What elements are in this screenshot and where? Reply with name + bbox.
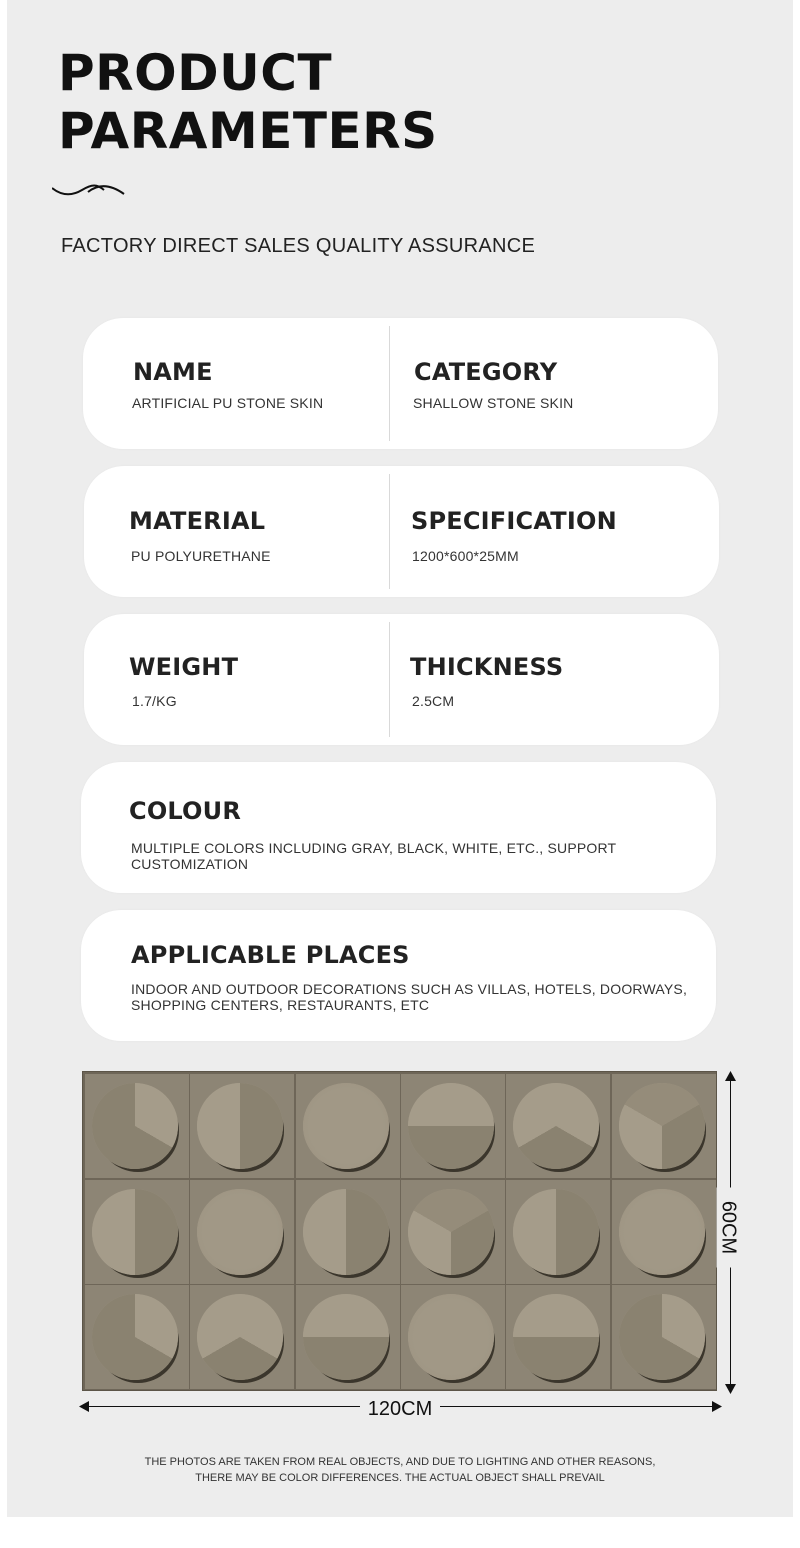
card-weight-thickness — [84, 614, 719, 745]
card-applicable-places — [81, 910, 716, 1041]
tile-disc — [197, 1294, 283, 1380]
disclaimer-line-1: THE PHOTOS ARE TAKEN FROM REAL OBJECTS, AND DUE TO LIGHTING AND OTHER REASONS, — [144, 1456, 656, 1468]
arrow-down-icon — [725, 1384, 736, 1394]
tile-facet — [619, 1294, 705, 1380]
arrow-left-icon — [79, 1401, 89, 1412]
card-colour — [81, 762, 716, 893]
wall-tile — [506, 1180, 610, 1284]
wall-tile — [190, 1285, 294, 1389]
applicable-places-value: INDOOR AND OUTDOOR DECORATIONS SUCH AS VILLAS, HOTELS, DOORWAYS, SHOPPING CENTERS, RESTAURANTS, ETC — [131, 981, 688, 1013]
applicable-places-label: APPLICABLE PLACES — [131, 941, 410, 969]
tile-disc — [303, 1189, 389, 1275]
tile-facet — [197, 1294, 283, 1380]
thickness-value: 2.5CM — [412, 693, 455, 709]
wall-tile — [85, 1180, 189, 1284]
weight-value: 1.7/KG — [132, 693, 177, 709]
tile-facet — [619, 1189, 705, 1275]
tile-facet — [513, 1083, 599, 1169]
card-material-specification — [84, 466, 719, 597]
tile-facet — [408, 1189, 494, 1275]
tile-disc — [197, 1189, 283, 1275]
tile-facet — [408, 1294, 494, 1380]
page-subtitle: FACTORY DIRECT SALES QUALITY ASSURANCE — [61, 235, 536, 257]
wall-tile — [401, 1074, 505, 1178]
tile-disc — [92, 1083, 178, 1169]
weight-label: WEIGHT — [129, 653, 239, 681]
tile-disc — [619, 1189, 705, 1275]
specification-value: 1200*600*25MM — [412, 548, 519, 564]
tile-facet — [303, 1294, 389, 1380]
height-dimension-label: 60CM — [717, 1188, 740, 1268]
tile-disc — [619, 1294, 705, 1380]
card-divider — [389, 622, 390, 737]
wall-tile — [401, 1285, 505, 1389]
wall-tile — [506, 1285, 610, 1389]
wall-tile — [506, 1074, 610, 1178]
tile-facet — [303, 1189, 389, 1275]
card-name-category — [83, 318, 718, 449]
wall-tile — [612, 1074, 716, 1178]
card-divider — [389, 474, 390, 589]
tile-disc — [513, 1083, 599, 1169]
wall-tile — [612, 1180, 716, 1284]
tile-facet — [197, 1083, 283, 1169]
material-label: MATERIAL — [129, 507, 266, 535]
wall-tile — [296, 1074, 400, 1178]
tile-disc — [513, 1189, 599, 1275]
tile-disc — [619, 1083, 705, 1169]
card-divider — [389, 326, 390, 441]
tile-facet — [408, 1083, 494, 1169]
arrow-right-icon — [712, 1401, 722, 1412]
tile-facet — [92, 1083, 178, 1169]
tile-disc — [303, 1083, 389, 1169]
name-value: ARTIFICIAL PU STONE SKIN — [132, 395, 324, 411]
wall-tile — [85, 1285, 189, 1389]
tile-disc — [303, 1294, 389, 1380]
colour-value: MULTIPLE COLORS INCLUDING GRAY, BLACK, WHITE, ETC., SUPPORT CUSTOMIZATION — [131, 840, 617, 872]
tile-facet — [92, 1294, 178, 1380]
tile-disc — [92, 1189, 178, 1275]
thickness-label: THICKNESS — [410, 653, 564, 681]
tile-facet — [619, 1083, 705, 1169]
wall-tile — [190, 1074, 294, 1178]
photo-disclaimer — [0, 1454, 800, 1486]
tile-facet — [303, 1083, 389, 1169]
tile-facet — [513, 1189, 599, 1275]
page-title — [58, 44, 438, 160]
category-label: CATEGORY — [414, 358, 558, 386]
wall-tile — [296, 1180, 400, 1284]
tile-disc — [408, 1083, 494, 1169]
title-line-2: PARAMETERS — [58, 102, 438, 160]
disclaimer-line-2: THERE MAY BE COLOR DIFFERENCES. THE ACTUAL OBJECT SHALL PREVAIL — [195, 1472, 605, 1484]
tile-facet — [92, 1189, 178, 1275]
wall-tile — [190, 1180, 294, 1284]
product-image — [82, 1071, 717, 1391]
width-dimension-label: 120CM — [360, 1398, 440, 1421]
name-label: NAME — [133, 358, 213, 386]
tile-disc — [408, 1189, 494, 1275]
arrow-up-icon — [725, 1071, 736, 1081]
wall-tile — [401, 1180, 505, 1284]
colour-label: COLOUR — [129, 797, 242, 825]
tile-facet — [197, 1189, 283, 1275]
tile-disc — [513, 1294, 599, 1380]
category-value: SHALLOW STONE SKIN — [413, 395, 574, 411]
wall-tile — [612, 1285, 716, 1389]
tile-disc — [408, 1294, 494, 1380]
wave-ornament-icon — [52, 182, 126, 202]
tile-facet — [513, 1294, 599, 1380]
wall-tile — [296, 1285, 400, 1389]
material-value: PU POLYURETHANE — [131, 548, 271, 564]
specification-label: SPECIFICATION — [411, 507, 617, 535]
tile-disc — [197, 1083, 283, 1169]
tile-disc — [92, 1294, 178, 1380]
title-line-1: PRODUCT — [58, 44, 333, 102]
wall-tile — [85, 1074, 189, 1178]
